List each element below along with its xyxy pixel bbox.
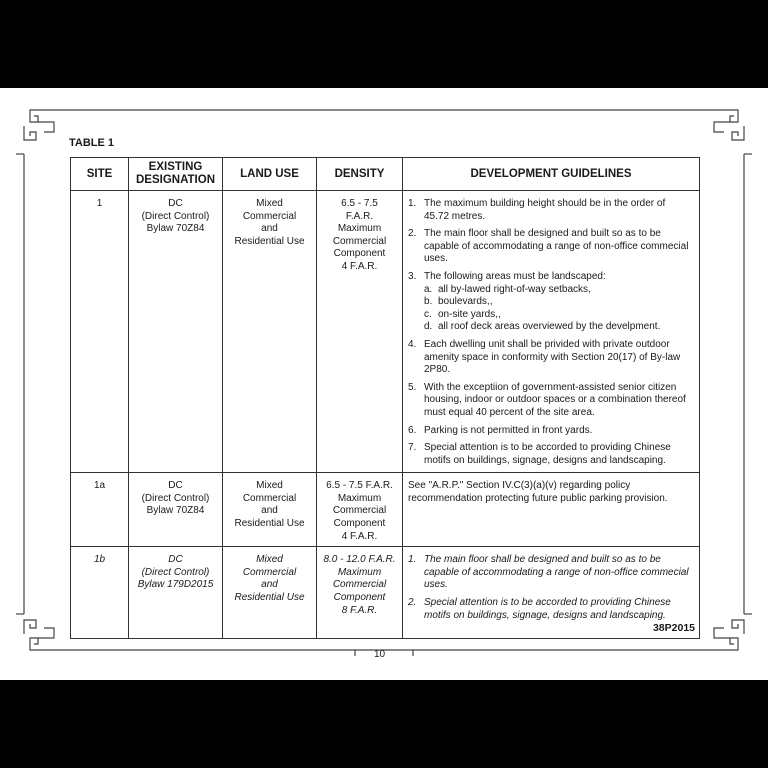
density-line: 8 F.A.R. bbox=[341, 604, 378, 616]
land-use-line: Mixed bbox=[256, 554, 283, 566]
guideline-text: Parking is not permitted in front yards. bbox=[424, 424, 593, 436]
guidelines-cell bbox=[403, 547, 700, 639]
density-line: Component bbox=[333, 518, 386, 530]
designation-line: DC bbox=[168, 480, 183, 492]
header-guidelines: DEVELOPMENT GUIDELINES bbox=[403, 158, 700, 191]
density-line: Component bbox=[333, 592, 386, 604]
header-density: DENSITY bbox=[317, 158, 403, 191]
guideline-text: With the exceptiion of government-assisted senior citizen housing, indoor or outdoor spaces or a combination thereof must equal 40 percent of the site area. bbox=[424, 381, 686, 418]
subitem-text: all by-lawed right-of-way setbacks, bbox=[438, 283, 591, 295]
amendment-stamp: 38P2015 bbox=[652, 621, 695, 634]
density-cell bbox=[317, 547, 403, 639]
guideline-item bbox=[408, 198, 693, 223]
guideline-number: 6. bbox=[408, 424, 417, 436]
table-row bbox=[71, 473, 700, 547]
subitem-text: boulevards,, bbox=[438, 296, 493, 308]
guideline-subitem bbox=[424, 284, 693, 297]
guideline-subitem bbox=[424, 321, 693, 334]
guideline-text: Special attention is to be accorded to providing Chinese motifs on buildings, signage, designs and landscaping. bbox=[424, 597, 671, 621]
site-value: 1 bbox=[96, 198, 103, 209]
guideline-item bbox=[408, 442, 693, 467]
land-use-cell bbox=[223, 473, 317, 547]
guideline-item bbox=[408, 382, 693, 420]
table-row bbox=[71, 191, 700, 473]
density-line: Maximum bbox=[337, 492, 382, 504]
density-line: 8.0 - 12.0 F.A.R. bbox=[323, 554, 396, 566]
density-cell bbox=[317, 473, 403, 547]
subitem-letter: a. bbox=[424, 283, 433, 295]
density-line: Commercial bbox=[332, 235, 387, 247]
guideline-number: 7. bbox=[408, 442, 417, 454]
land-use-line: Residential Use bbox=[234, 235, 305, 247]
header-row bbox=[71, 158, 700, 191]
density-line: 6.5 - 7.5 bbox=[341, 198, 378, 209]
guideline-item bbox=[408, 339, 693, 377]
density-line: Maximum bbox=[337, 566, 382, 578]
land-use-cell bbox=[223, 191, 317, 473]
land-use-line: Residential Use bbox=[234, 518, 305, 530]
subitem-letter: c. bbox=[424, 308, 432, 320]
designation-line: DC bbox=[168, 198, 183, 209]
guideline-list bbox=[408, 554, 693, 622]
table-title: TABLE 1 bbox=[69, 137, 115, 149]
designation-line: (Direct Control) bbox=[141, 210, 210, 222]
land-use-line: Commercial bbox=[242, 210, 297, 222]
density-line: 4 F.A.R. bbox=[341, 260, 378, 272]
density-line: Component bbox=[333, 248, 386, 260]
guidelines-cell bbox=[403, 473, 700, 547]
guideline-number: 3. bbox=[408, 270, 417, 282]
guideline-number: 5. bbox=[408, 381, 417, 393]
guideline-text: The main floor shall be designed and built so as to be capable of accommodating a range of non-office commecial uses. bbox=[424, 228, 689, 265]
density-line: 6.5 - 7.5 F.A.R. bbox=[326, 480, 393, 492]
guideline-number: 2. bbox=[408, 597, 417, 609]
land-use-line: Mixed bbox=[256, 198, 283, 209]
site-value: 1a bbox=[93, 480, 106, 492]
guideline-text: The maximum building height should be in the order of 45.72 metres. bbox=[424, 198, 666, 222]
document-page bbox=[0, 88, 768, 680]
guideline-item bbox=[408, 425, 693, 438]
subitem-text: on-site yards,, bbox=[438, 308, 501, 320]
subitem-letter: d. bbox=[424, 321, 433, 333]
land-use-line: and bbox=[261, 505, 278, 517]
guideline-text: See "A.R.P." Section IV.C(3)(a)(v) regarding policy recommendation protecting future public parking provision. bbox=[408, 480, 668, 504]
guideline-list bbox=[408, 198, 693, 467]
designation-line: (Direct Control) bbox=[141, 566, 210, 578]
site-cell bbox=[71, 191, 129, 473]
density-cell bbox=[317, 191, 403, 473]
guideline-number: 1. bbox=[408, 198, 417, 209]
land-use-line: Commercial bbox=[242, 492, 297, 504]
designation-line: (Direct Control) bbox=[141, 492, 210, 504]
guideline-item bbox=[408, 554, 693, 592]
guideline-number: 4. bbox=[408, 338, 417, 350]
guideline-number: 1. bbox=[408, 554, 417, 566]
designation-line: Bylaw 70Z84 bbox=[146, 223, 205, 235]
guidelines-cell bbox=[403, 191, 700, 473]
guideline-text: Special attention is to be accorded to providing Chinese motifs on buildings, signage, designs and landscaping. bbox=[424, 442, 671, 466]
guideline-text: Each dwelling unit shall be privided with private outdoor amenity space in conformity with Section 20(17) of By-law 2P80. bbox=[424, 338, 681, 376]
designation-line: DC bbox=[168, 554, 183, 566]
subitem-letter: b. bbox=[424, 296, 433, 308]
subitem-text: all roof deck areas overviewed by the develpment. bbox=[438, 321, 661, 333]
header-site: SITE bbox=[71, 158, 129, 191]
density-line: 4 F.A.R. bbox=[341, 530, 378, 542]
land-use-line: and bbox=[261, 579, 278, 591]
designation-cell bbox=[129, 473, 223, 547]
page-number: 10 bbox=[374, 649, 386, 660]
land-use-line: Mixed bbox=[256, 480, 283, 492]
header-land-use: LAND USE bbox=[223, 158, 317, 191]
guideline-subitem bbox=[424, 309, 693, 322]
land-use-line: and bbox=[261, 223, 278, 235]
density-line: Commercial bbox=[332, 579, 387, 591]
land-use-line: Residential Use bbox=[234, 592, 305, 604]
land-use-cell bbox=[223, 547, 317, 639]
density-line: F.A.R. bbox=[345, 210, 374, 222]
header-designation: EXISTING DESIGNATION bbox=[129, 158, 223, 191]
guideline-item bbox=[408, 597, 693, 622]
site-cell bbox=[71, 547, 129, 639]
density-line: Commercial bbox=[332, 505, 387, 517]
site-cell bbox=[71, 473, 129, 547]
guideline-number: 2. bbox=[408, 228, 417, 240]
designation-line: Bylaw 70Z84 bbox=[146, 505, 205, 517]
guideline-text: The following areas must be landscaped: bbox=[424, 270, 606, 282]
guideline-sublist bbox=[424, 284, 693, 334]
guideline-item bbox=[408, 228, 693, 266]
zoning-table bbox=[70, 157, 700, 639]
site-value: 1b bbox=[93, 554, 106, 566]
land-use-line: Commercial bbox=[242, 566, 297, 578]
designation-cell bbox=[129, 191, 223, 473]
density-line: Maximum bbox=[337, 223, 382, 235]
designation-line: Bylaw 179D2015 bbox=[137, 579, 214, 591]
designation-cell bbox=[129, 547, 223, 639]
table-row bbox=[71, 547, 700, 639]
guideline-text: The main floor shall be designed and built so as to be capable of accommodating a range of non-office commecial uses. bbox=[424, 554, 689, 591]
guideline-item bbox=[408, 271, 693, 334]
guideline-subitem bbox=[424, 296, 693, 309]
